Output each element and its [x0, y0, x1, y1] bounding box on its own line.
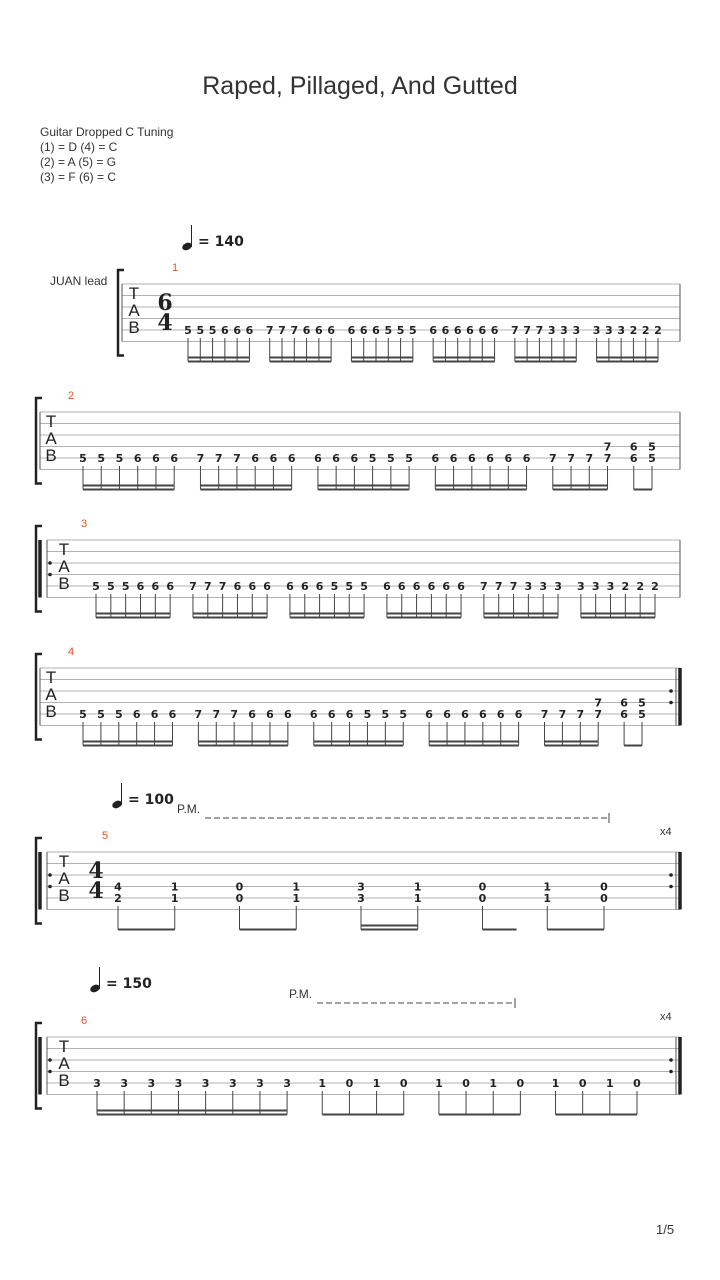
fret-number: 1	[606, 1077, 614, 1090]
fret-number: 6	[441, 324, 450, 337]
fret-number: 3	[606, 580, 615, 593]
fret-number: 3	[539, 580, 548, 593]
fret-number: 6	[315, 580, 324, 593]
fret-number: 3	[201, 1077, 210, 1090]
fret-number: 6	[332, 452, 340, 465]
fret-number: 7	[290, 324, 299, 337]
fret-number: 6	[168, 708, 177, 721]
fret-number: 6	[478, 324, 487, 337]
fret-number: 6	[302, 324, 311, 337]
fret-number: 7	[212, 708, 221, 721]
repeat-dot	[48, 885, 52, 889]
fret-number: 6	[442, 580, 451, 593]
fret-number: 0	[633, 1077, 641, 1090]
fret-number: 6	[453, 324, 462, 337]
time-signature-bottom: 4	[157, 310, 173, 336]
repeat-dot	[48, 873, 52, 877]
fret-number: 7	[214, 452, 223, 465]
fret-number: 6	[620, 696, 628, 710]
tab-letter: B	[58, 574, 70, 593]
fret-number: 7	[265, 324, 274, 337]
fret-number: 3	[592, 324, 601, 337]
tab-letter: B	[58, 1071, 70, 1090]
page-number: 1/5	[656, 1222, 675, 1237]
fret-number: 6	[315, 324, 323, 337]
tab-letter: B	[45, 446, 57, 465]
fret-number: 1	[292, 880, 301, 894]
fret-number: 5	[396, 324, 405, 337]
measure-number: 3	[80, 518, 88, 530]
fret-number: 3	[577, 580, 585, 593]
fret-number: 6	[461, 708, 469, 721]
measure-number: 1	[171, 262, 179, 274]
fret-number: 7	[509, 580, 518, 593]
fret-number: 7	[548, 452, 557, 465]
fret-number: 7	[233, 452, 241, 465]
fret-number: 7	[203, 580, 212, 593]
fret-number: 3	[174, 1077, 183, 1090]
fret-number: 6	[466, 324, 474, 337]
repeat-dot	[669, 701, 673, 705]
fret-number: 6	[150, 708, 159, 721]
fret-number: 6	[314, 452, 322, 465]
repeat-dot	[48, 573, 52, 577]
fret-number: 3	[120, 1077, 128, 1090]
fret-number: 6	[132, 708, 141, 721]
song-title: Raped, Pillaged, And Gutted	[202, 72, 518, 100]
fret-number: 2	[636, 580, 644, 593]
fret-number: 7	[585, 452, 594, 465]
fret-number: 6	[514, 708, 523, 721]
fret-number: 6	[397, 580, 406, 593]
fret-number: 3	[357, 892, 365, 905]
fret-number: 7	[523, 324, 531, 337]
repeat-dot	[669, 885, 673, 889]
fret-number: 3	[283, 1077, 291, 1090]
fret-number: 0	[478, 880, 487, 894]
fret-number: 4	[114, 880, 122, 894]
tempo-value: = 100	[128, 792, 174, 808]
palm-mute-label: P.M.	[289, 987, 313, 1001]
fret-number: 6	[490, 324, 499, 337]
fret-number: 1	[413, 892, 422, 905]
fret-number: 1	[413, 880, 422, 894]
fret-number: 1	[170, 892, 179, 905]
fret-number: 6	[152, 452, 160, 465]
fret-number: 6	[245, 324, 254, 337]
fret-number: 5	[97, 452, 106, 465]
system-bracket	[36, 398, 42, 484]
fret-number: 7	[558, 708, 567, 721]
fret-number: 5	[405, 452, 413, 465]
fret-number: 5	[368, 452, 377, 465]
tab-letter: B	[45, 702, 57, 721]
repeat-dot	[669, 1058, 673, 1062]
measure-number: 2	[67, 390, 75, 402]
fret-number: 5	[381, 708, 390, 721]
time-signature-bottom: 4	[88, 878, 104, 904]
fret-number: 5	[114, 708, 123, 721]
fret-number: 6	[350, 452, 359, 465]
fret-number: 7	[194, 708, 203, 721]
fret-number: 7	[278, 324, 286, 337]
fret-number: 5	[208, 324, 217, 337]
fret-number: 2	[621, 580, 630, 593]
fret-number: 0	[600, 880, 608, 894]
fret-number: 3	[591, 580, 600, 593]
fret-number: 5	[184, 324, 192, 337]
tab-letter: A	[58, 557, 70, 576]
fret-number: 5	[345, 580, 354, 593]
fret-number: 5	[121, 580, 130, 593]
repeat-dot	[669, 689, 673, 693]
fret-number: 6	[359, 324, 368, 337]
fret-number: 6	[412, 580, 421, 593]
fret-number: 7	[189, 580, 197, 593]
fret-number: 6	[486, 452, 494, 465]
tab-letter: T	[45, 668, 57, 687]
fret-number: 6	[284, 708, 292, 721]
repeat-count: x4	[660, 1011, 672, 1023]
fret-number: 0	[345, 1077, 354, 1090]
fret-number: 7	[511, 324, 519, 337]
fret-number: 6	[327, 324, 335, 337]
fret-number: 3	[256, 1077, 264, 1090]
fret-number: 6	[383, 580, 391, 593]
fret-number: 3	[524, 580, 533, 593]
fret-number: 6	[347, 324, 356, 337]
fret-number: 2	[651, 580, 659, 593]
tuning-line: (3) = F (6) = C	[40, 170, 117, 184]
fret-number: 6	[457, 580, 465, 593]
tuning-line: (1) = D (4) = C	[40, 140, 118, 154]
fret-number: 6	[248, 708, 256, 721]
fret-number: 6	[504, 452, 513, 465]
fret-number: 6	[372, 324, 380, 337]
tab-letter: T	[128, 284, 140, 303]
fret-number: 7	[230, 708, 239, 721]
fret-number: 6	[151, 580, 160, 593]
tab-letter: A	[128, 301, 140, 320]
fret-number: 7	[603, 440, 612, 454]
fret-number: 3	[547, 324, 556, 337]
fret-number: 6	[449, 452, 458, 465]
fret-number: 1	[489, 1077, 498, 1090]
fret-number: 0	[516, 1077, 525, 1090]
fret-number: 6	[522, 452, 531, 465]
fret-number: 6	[620, 708, 628, 721]
fret-number: 3	[147, 1077, 156, 1090]
fret-number: 5	[79, 708, 87, 721]
measure-number: 6	[80, 1015, 88, 1027]
tuning-line: (2) = A (5) = G	[40, 155, 117, 169]
fret-number: 3	[93, 1077, 101, 1090]
fret-number: 5	[360, 580, 368, 593]
fret-number: 6	[309, 708, 318, 721]
fret-number: 5	[115, 452, 124, 465]
tab-letter: A	[45, 429, 57, 448]
tab-letter: T	[58, 540, 70, 559]
fret-number: 5	[638, 696, 646, 710]
fret-number: 6	[427, 580, 436, 593]
fret-number: 3	[617, 324, 625, 337]
fret-number: 3	[357, 880, 365, 894]
fret-number: 6	[166, 580, 174, 593]
fret-number: 2	[629, 324, 638, 337]
fret-number: 7	[494, 580, 503, 593]
track-name: JUAN lead	[50, 274, 108, 288]
tab-letter: A	[58, 1054, 70, 1073]
fret-number: 5	[107, 580, 115, 593]
fret-number: 3	[560, 324, 568, 337]
fret-number: 6	[496, 708, 505, 721]
palm-mute-label: P.M.	[177, 802, 201, 816]
fret-number: 6	[327, 708, 336, 721]
fret-number: 0	[578, 1077, 587, 1090]
fret-number: 6	[263, 580, 271, 593]
fret-number: 6	[425, 708, 433, 721]
fret-number: 6	[300, 580, 309, 593]
fret-number: 0	[478, 892, 487, 905]
measure-number: 5	[101, 830, 109, 842]
fret-number: 6	[287, 452, 296, 465]
tab-letter: T	[58, 1037, 70, 1056]
fret-number: 7	[594, 696, 603, 710]
tempo-value: = 140	[198, 234, 244, 250]
fret-number: 6	[286, 580, 294, 593]
fret-number: 0	[235, 880, 244, 894]
fret-number: 6	[429, 324, 437, 337]
system-bracket	[118, 270, 124, 356]
fret-number: 5	[363, 708, 372, 721]
measure-number: 4	[67, 646, 75, 658]
time-signature-top: 6	[157, 290, 173, 316]
fret-number: 6	[136, 580, 145, 593]
fret-number: 2	[654, 324, 662, 337]
fret-number: 1	[551, 1077, 560, 1090]
fret-number: 1	[372, 1077, 381, 1090]
fret-number: 3	[572, 324, 581, 337]
fret-number: 0	[462, 1077, 470, 1090]
repeat-count: x4	[660, 826, 672, 838]
tempo-value: = 150	[106, 976, 152, 992]
fret-number: 5	[387, 452, 395, 465]
repeat-dot	[669, 1070, 673, 1074]
fret-number: 0	[235, 892, 244, 905]
fret-number: 6	[251, 452, 260, 465]
fret-number: 5	[79, 452, 87, 465]
fret-number: 2	[114, 892, 122, 905]
fret-number: 5	[638, 708, 646, 721]
fret-number: 6	[629, 440, 638, 454]
fret-number: 5	[330, 580, 339, 593]
fret-number: 5	[384, 324, 393, 337]
fret-number: 7	[567, 452, 575, 465]
fret-number: 6	[170, 452, 179, 465]
repeat-dot	[48, 1070, 52, 1074]
fret-number: 7	[196, 452, 205, 465]
tab-letter: B	[58, 886, 70, 905]
tab-letter: T	[45, 412, 57, 431]
fret-number: 7	[576, 708, 585, 721]
fret-number: 6	[345, 708, 354, 721]
fret-number: 6	[478, 708, 487, 721]
fret-number: 6	[266, 708, 274, 721]
fret-number: 1	[435, 1077, 443, 1090]
fret-number: 5	[97, 708, 105, 721]
fret-number: 7	[540, 708, 549, 721]
fret-number: 2	[641, 324, 650, 337]
fret-number: 3	[605, 324, 613, 337]
fret-number: 1	[318, 1077, 327, 1090]
fret-number: 5	[399, 708, 408, 721]
fret-number: 6	[248, 580, 257, 593]
tab-letter: B	[128, 318, 140, 337]
fret-number: 6	[233, 580, 242, 593]
tab-letter: T	[58, 852, 70, 871]
tab-letter: A	[45, 685, 57, 704]
repeat-dot	[48, 561, 52, 565]
fret-number: 7	[218, 580, 227, 593]
fret-number: 1	[170, 880, 179, 894]
fret-number: 1	[543, 892, 552, 905]
fret-number: 6	[443, 708, 451, 721]
fret-number: 6	[133, 452, 142, 465]
tuning-heading: Guitar Dropped C Tuning	[40, 125, 174, 139]
repeat-dot	[669, 873, 673, 877]
fret-number: 6	[221, 324, 229, 337]
time-signature-top: 4	[88, 858, 104, 884]
tab-letter: A	[58, 869, 70, 888]
fret-number: 6	[431, 452, 440, 465]
fret-number: 7	[535, 324, 544, 337]
fret-number: 1	[543, 880, 552, 894]
fret-number: 5	[409, 324, 417, 337]
fret-number: 5	[196, 324, 205, 337]
fret-number: 6	[467, 452, 476, 465]
fret-number: 5	[648, 440, 656, 454]
system-bracket	[36, 654, 42, 740]
fret-number: 6	[269, 452, 278, 465]
fret-number: 5	[648, 452, 656, 465]
fret-number: 0	[399, 1077, 408, 1090]
fret-number: 7	[480, 580, 488, 593]
fret-number: 6	[233, 324, 241, 337]
fret-number: 3	[228, 1077, 237, 1090]
fret-number: 5	[92, 580, 100, 593]
fret-number: 1	[292, 892, 301, 905]
fret-number: 3	[554, 580, 562, 593]
fret-number: 0	[600, 892, 608, 905]
fret-number: 6	[629, 452, 638, 465]
fret-number: 7	[603, 452, 612, 465]
repeat-dot	[48, 1058, 52, 1062]
fret-number: 7	[594, 708, 603, 721]
